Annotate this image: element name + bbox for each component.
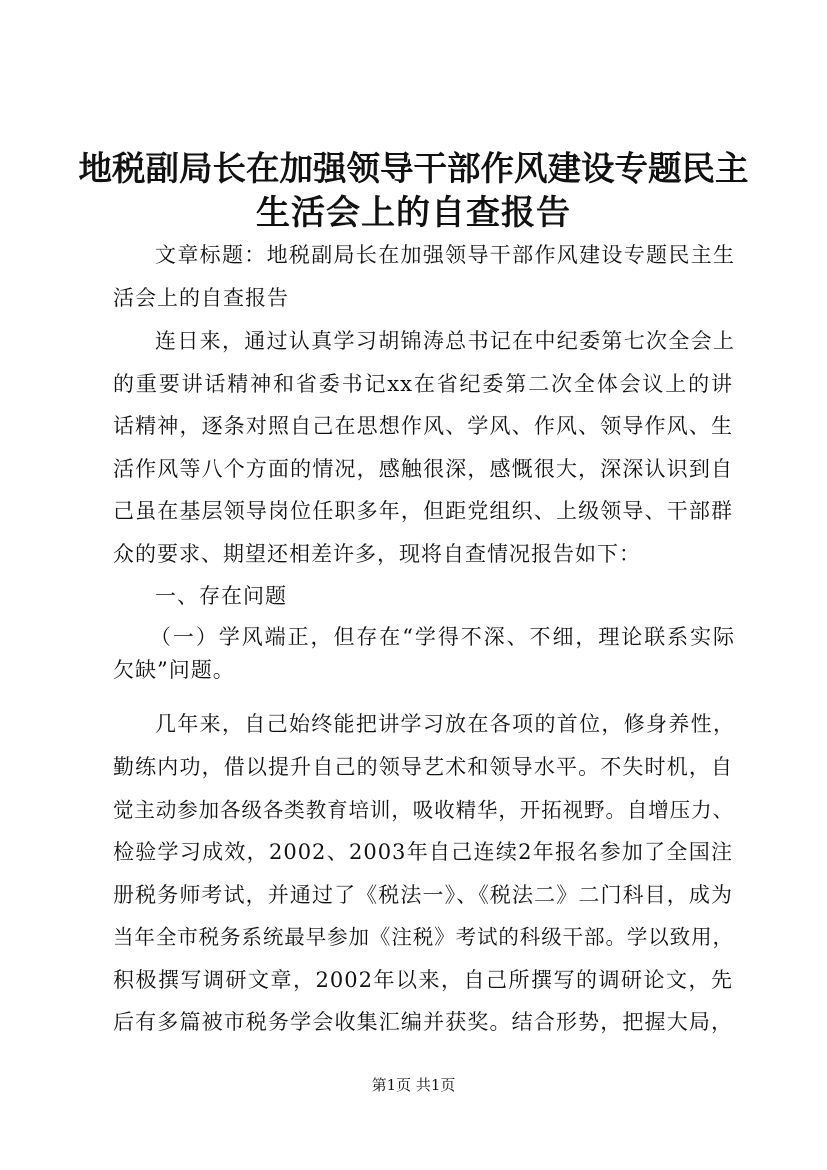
body-line: 觉主动参加各级各类教育培训，吸收精华，开拓视野。自增压力、 (113, 798, 733, 822)
body-line: 检验学习成效，2002、2003年自己连续2年报名参加了全国注 (113, 840, 733, 864)
body-line: 几年来，自己始终能把讲学习放在各项的首位，修身养性， (155, 712, 735, 736)
subsection-heading-line: 欠缺”问题。 (113, 658, 235, 682)
body-line: 的重要讲话精神和省委书记xx在省纪委第二次全体会议上的讲 (113, 372, 733, 396)
body-line: 文章标题：地税副局长在加强领导干部作风建设专题民主生 (155, 243, 735, 267)
body-line: 当年全市税务系统最早参加《注税》考试的科级干部。学以致用， (113, 925, 733, 949)
body-line: 众的要求、期望还相差许多，现将自查情况报告如下： (113, 542, 641, 566)
body-line: 活会上的自查报告 (113, 286, 289, 310)
body-line: 连日来，通过认真学习胡锦涛总书记在中纪委第七次全会上 (155, 329, 735, 353)
page-number-footer: 第1页 共1页 (371, 1076, 456, 1094)
body-line: 己虽在基层领导岗位任职多年，但距党组织、上级领导、干部群 (113, 499, 733, 523)
section-heading: 一、存在问题 (155, 584, 287, 608)
body-line: 活作风等八个方面的情况，感触很深，感慨很大，深深认识到自 (113, 457, 733, 481)
body-line: 后有多篇被市税务学会收集汇编并获奖。结合形势，把握大局， (113, 1010, 733, 1034)
document-title-line-2: 生活会上的自查报告 (256, 193, 571, 233)
body-line: 话精神，逐条对照自己在思想作风、学风、作风、领导作风、生 (113, 414, 733, 438)
body-line: 勤练内功，借以提升自己的领导艺术和领导水平。不失时机，自 (113, 755, 733, 779)
body-line: 积极撰写调研文章，2002年以来，自己所撰写的调研论文，先 (113, 968, 733, 992)
subsection-heading-line: （一）学风端正，但存在“学得不深、不细，理论联系实际 (150, 625, 735, 649)
body-line: 册税务师考试，并通过了《税法一》、《税法二》二门科目，成为 (113, 883, 733, 907)
document-title-line-1: 地税副局长在加强领导干部作风建设专题民主 (78, 149, 749, 188)
